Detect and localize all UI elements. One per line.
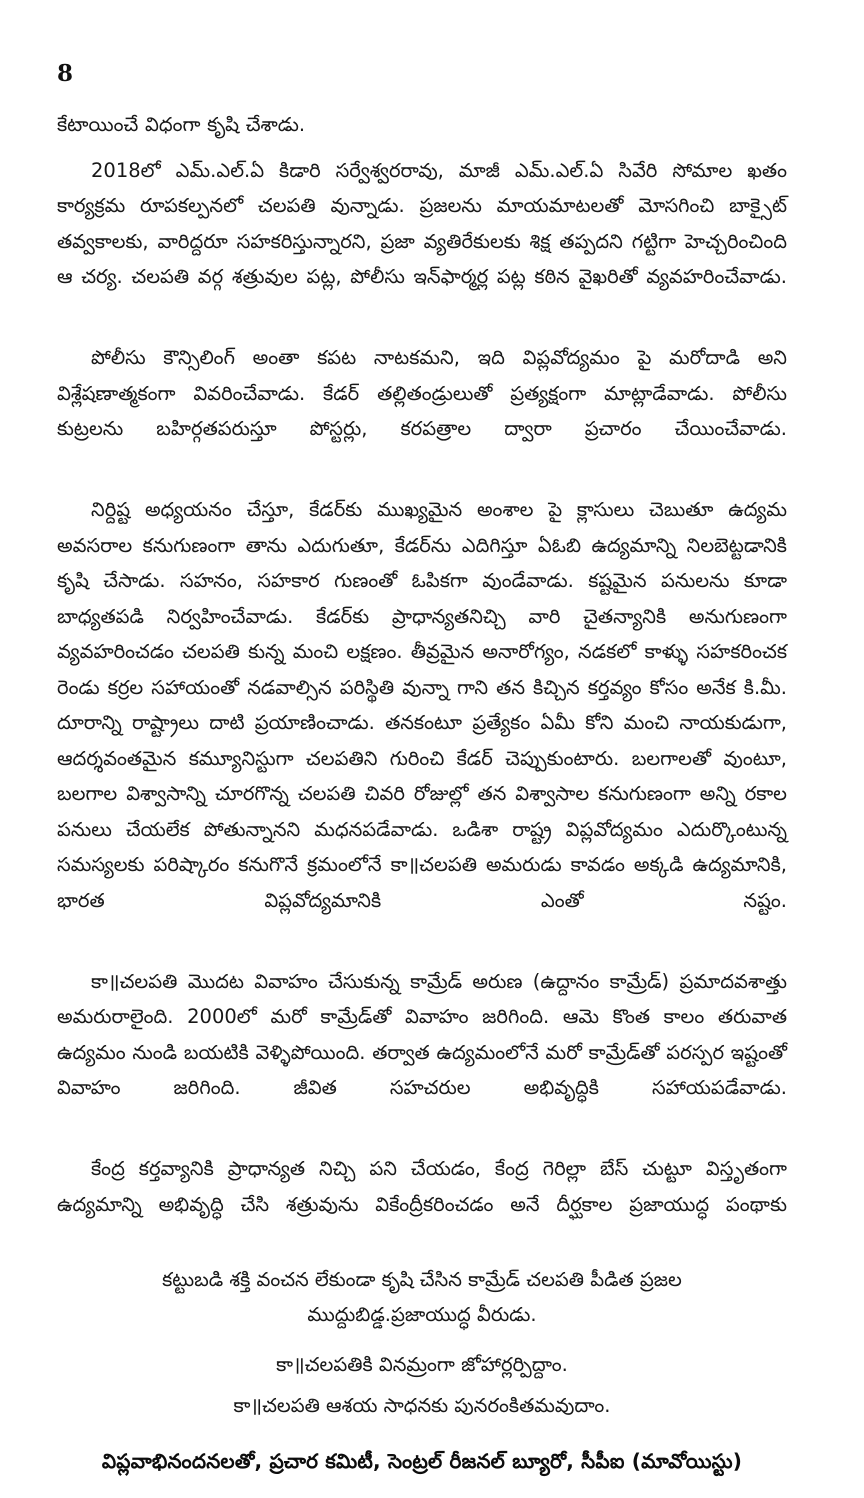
final-paragraph-centered-line-1: కట్టుబడి శక్తి వంచన లేకుండా కృషి చేసిన కామ్రేడ్ చలపతి పీడిత ప్రజల <box>162 1267 682 1291</box>
closing-line-1: కా॥చలపతికి వినమ్రంగా జోహార్లర్పిద్దాం. <box>276 1352 568 1376</box>
paragraph-3: నిర్దిష్ట అధ్యయనం చేస్తూ, కేడర్‌కు ముఖ్యమైన అంశాల పై క్లాసులు చెబుతూ ఉద్యమ అవసరాల కనుగుణంగా తాను ఎదుగుతూ, కేడర్‌ను ఎదిగిస్తూ ఏఓబి ఉద్యమాన్ని నిలబెట్టడానికి కృషి చేసాడు. సహనం, సహకార గుణంతో ఓపికగా వుండేవాడు. కష్టమైన పనులను కూడా బాధ్యతపడి నిర్వహించేవాడు. కేడర్‌కు ప్రాధాన్యతనిచ్చి వారి చైతన్యానికి అనుగుణంగా వ్యవహరించడం చలపతి కున్న మంచి లక్షణం. తీవ్రమైన అనారోగ్యం, నడకలో కాళ్ళు సహకరించక రెండు కర్రల సహాయంతో నడవాల్సిన పరిస్థితి వున్నా గాని తన కిచ్చిన కర్తవ్యం కోసం అనేక కి.మీ. దూరాన్ని రాష్ట్రాలు దాటి ప్రయాణించాడు. తనకంటూ ప్రత్యేకం ఏమీ కోని మంచి నాయకుడుగా, ఆదర్శవంతమైన కమ్యూనిస్టుగా చలపతిని గురించి కేడర్ చెప్పుకుంటారు. బలగాలతో వుంటూ, బలగాల విశ్వాసాన్ని చూరగొన్న చలపతి చివరి రోజుల్లో తన విశ్వాసాల కనుగుణంగా అన్ని రకాల పనులు చేయలేక పోతున్నానని మధనపడేవాడు. ఒడిశా రాష్ట్ర విప్లవోద్యమం ఎదుర్కొంటున్న సమస్యలకు పరిష్కారం కనుగొనే క్రమంలోనే కా॥చలపతి అమరుడు కావడం అక్కడి ఉద్యమానికి, భారత విప్లవోద్యమానికి ఎంతో నష్టం. <box>57 498 787 912</box>
paragraph-4: కా॥చలపతి మొదట వివాహం చేసుకున్న కామ్రేడ్ అరుణ (ఉద్దానం కామ్రేడ్) ప్రమాదవశాత్తు అమరురాలైంది. 2000లో మరో కామ్రేడ్‌తో వివాహం జరిగింది. ఆమె కొంత కాలం తరువాత ఉద్యమం నుండి బయటికి వెళ్ళిపోయింది. తర్వాత ఉద్యమంలోనే మరో కామ్రేడ్‌తో పరస్పర ఇష్టంతో వివాహం జరిగింది. జీవిత సహచరుల అభివృద్ధికి సహాయపడేవాడు. <box>57 969 787 1099</box>
page-number: 8 <box>57 60 74 87</box>
signature-line: విప్లవాభినందనలతో, ప్రచార కమిటీ, సెంట్రల్ రీజనల్ బ్యూరో, సీపీఐ (మావోయిస్టు) <box>101 1448 743 1473</box>
final-paragraph-justified: కేంద్ర కర్తవ్యానికి ప్రాధాన్యత నిచ్చి పని చేయడం, కేంద్ర గెరిల్లా బేస్ చుట్టూ విస్తృతంగా ఉద్యమాన్ని అభివృద్ధి చేసి శత్రువును వికేంద్రీకరించడం అనే దీర్ఘకాల ప్రజాయుద్ధ పంథాకు <box>57 1157 787 1216</box>
page-content-area <box>57 62 787 1498</box>
continuation-line: కేటాయించే విధంగా కృషి చేశాడు. <box>57 113 306 136</box>
closing-line-2: కా॥చలపతి ఆశయ సాధనకు పునరంకితమవుదాం. <box>233 1394 611 1417</box>
paragraph-2: పోలీసు కౌన్సిలింగ్ అంతా కపట నాటకమని, ఇది విప్లవోద్యమం పై మరోదాడి అని విశ్లేషణాత్మకంగా వివరించేవాడు. కేడర్ తల్లితండ్రులుతో ప్రత్యక్షంగా మాట్లాడేవాడు. పోలీసు కుట్రలను బహిర్గతపరుస్తూ పోస్టర్లు, కరపత్రాల ద్వారా ప్రచారం చేయించేవాడు. <box>57 346 787 440</box>
final-paragraph-centered-line-2: ముద్దుబిడ్డ.ప్రజాయుద్ధ వీరుడు. <box>307 1303 537 1326</box>
paragraph-1: 2018లో ఎమ్.ఎల్.ఏ కిడారి సర్వేశ్వరరావు, మాజీ ఎమ్.ఎల్.ఏ సివేరి సోమాల ఖతం కార్యక్రమ రూపకల్పనలో చలపతి వున్నాడు. ప్రజలను మాయమాటలతో మోసగించి బాక్సైట్ తవ్వకాలకు, వారిద్దరూ సహకరిస్తున్నారని, ప్రజా వ్యతిరేకులకు శిక్ష తప్పదని గట్టిగా హెచ్చరించింది ఆ చర్య. చలపతి వర్గ శత్రువుల పట్ల, పోలీసు ఇన్‌ఫార్మర్ల పట్ల కఠిన వైఖరితో వ్యవహరించేవాడు. <box>57 158 787 288</box>
